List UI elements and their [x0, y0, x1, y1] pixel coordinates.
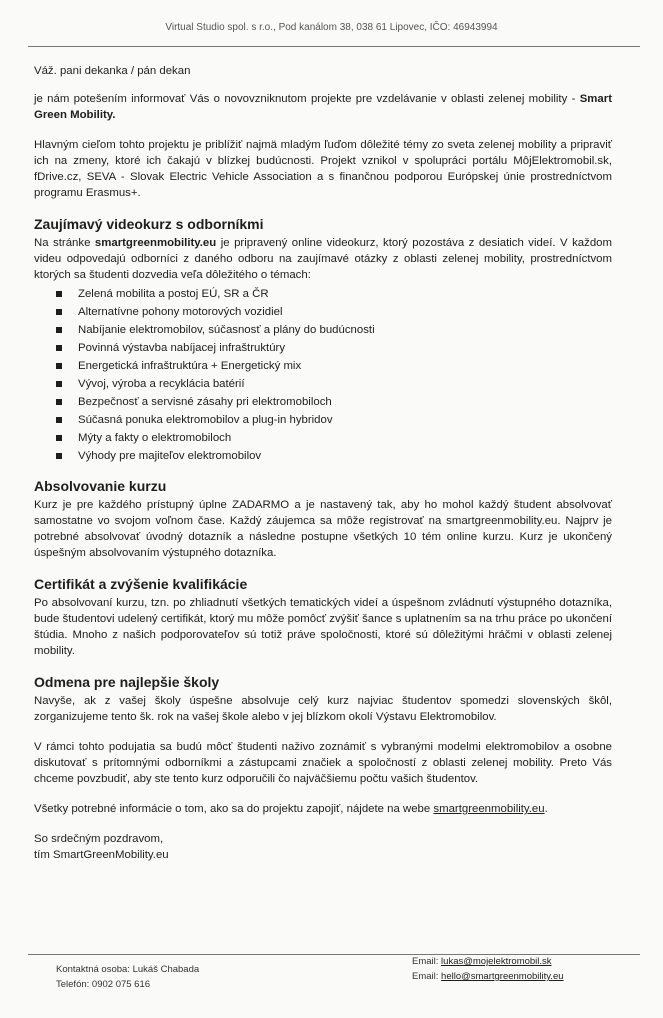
intro-paragraph	[34, 91, 612, 123]
salutation: Váž. pani dekanka / pán dekan	[34, 65, 191, 77]
bullet-icon	[56, 309, 62, 315]
videocourse-paragraph	[34, 235, 612, 283]
topic-label: Zelená mobilita a postoj EÚ, SR a ČR	[78, 288, 269, 300]
list-item	[34, 393, 612, 411]
topics-list	[34, 285, 612, 465]
contact-name: Lukáš Chabada	[132, 964, 200, 975]
goal-paragraph: Hlavným cieľom tohto projektu je priblížiť najmä mladým ľuďom dôležité témy zo sveta zelenej mobility a pripraviť ich na zmeny, ktoré ich čakajú v blízkej budúcnosti. Projekt vznikol v spolupráci portálu MôjElektromobil.sk, fDrive.cz, SEVA - Slovak Electric Vehicle Association a s finančnou podporou Európskej únie prostredníctvom programu Erasmus+.	[34, 139, 612, 199]
list-item	[34, 375, 612, 393]
list-item	[34, 321, 612, 339]
email-line-2	[412, 969, 564, 984]
bullet-icon	[56, 453, 62, 459]
project-name: Smart Green Mobility.	[34, 93, 612, 121]
contact-line	[56, 962, 199, 977]
completion-paragraph: Kurz je pre každého prístupný úplne ZADARMO a je nastavený tak, aby ho mohol každý študent absolvovať samostatne vo svojom voľnom čase. Každý záujemca sa môže registrovať na smartgreenmobility.eu. Najprv je potrebné absolvovať úvodný dotazník a následne postupne všetkých 10 tém online kurzu. Kurz je ukončený úspešným absolvovaním výstupného dotazníka.	[34, 499, 612, 559]
email-link-2[interactable]: hello@smartgreenmobility.eu	[441, 971, 564, 982]
topic-label: Energetická infraštruktúra + Energetický mix	[78, 360, 302, 372]
list-item	[34, 339, 612, 357]
bullet-icon	[56, 435, 62, 441]
list-item	[34, 447, 612, 465]
topic-label: Výhody pre majiteľov elektromobilov	[78, 450, 262, 462]
contact-label: Kontaktná osoba:	[56, 964, 130, 975]
topic-label: Mýty a fakty o elektromobiloch	[78, 432, 232, 444]
topic-label: Nabíjanie elektromobilov, súčasnosť a plány do budúcnosti	[78, 324, 375, 336]
bullet-icon	[56, 327, 62, 333]
list-item	[34, 285, 612, 303]
reward-text-after: .	[544, 803, 548, 815]
list-item	[34, 429, 612, 447]
list-item	[34, 357, 612, 375]
bullet-icon	[56, 291, 62, 297]
email-link-1[interactable]: lukas@mojelektromobil.sk	[441, 956, 552, 967]
closing	[34, 831, 612, 863]
certificate-paragraph: Po absolvovaní kurzu, tzn. po zhliadnutí všetkých tematických videí a úspešnom zvládnutí výstupného dotazníka, bude študentovi udelený certifikát, ktorý mu môže pomôcť zvýšiť šance s uplatnením sa na trhu práce po ukončení štúdia. Mnoho z našich podporovateľov sú totiž práve spoločnosti, ktoré sú dôležitými hráčmi v oblasti zelenej mobility.	[34, 597, 612, 657]
footer-contact	[56, 962, 199, 992]
topic-label: Vývoj, výroba a recyklácia batérií	[78, 378, 245, 390]
bullet-icon	[56, 399, 62, 405]
videocourse-site: smartgreenmobility.eu	[94, 237, 217, 249]
intro-text: je nám potešením informovať Vás o novovzniknutom projekte pre vzdelávanie v oblasti zelenej mobility -	[34, 93, 580, 105]
videocourse-text-after: je pripravený online videokurz, ktorý pozostáva z desiatich videí. V každom videu odpovedajú odborníci z daného odboru na zaujímavé otázky z oblasti zelenej mobility, prostredníctvom ktorých sa študenti dozvedia veľa dôležitého o témach:	[34, 237, 612, 281]
closing-signature: tím SmartGreenMobility.eu	[34, 849, 169, 861]
website-link[interactable]: smartgreenmobility.eu	[433, 803, 545, 815]
topic-label: Súčasná ponuka elektromobilov a plug-in hybridov	[78, 414, 333, 426]
phone-number: 0902 075 616	[91, 979, 151, 990]
completion-heading: Absolvovanie kurzu	[34, 478, 167, 494]
topic-label: Alternatívne pohony motorových vozidiel	[78, 306, 283, 318]
email-label: Email:	[412, 971, 439, 982]
letter-body	[34, 63, 612, 863]
reward-paragraph-1: Navyše, ak z vašej školy úspešne absolvuje celý kurz najviac študentov spomedzi slovenských škôl, zorganizujeme tento šk. rok na vašej škole alebo v jej blízkom okolí Výstavu Elektromobilov.	[34, 695, 612, 723]
phone-line	[56, 977, 199, 992]
videocourse-text-before: Na stránke	[34, 237, 95, 249]
list-item	[34, 411, 612, 429]
email-line-1	[412, 954, 564, 969]
reward-paragraph-3	[34, 801, 612, 817]
videocourse-heading: Zaujímavý videokurz s odborníkmi	[34, 216, 264, 232]
topic-label: Bezpečnosť a servisné zásahy pri elektromobiloch	[78, 396, 332, 408]
footer-emails	[412, 954, 564, 984]
certificate-heading: Certifikát a zvýšenie kvalifikácie	[34, 576, 248, 592]
company-header: Virtual Studio spol. s r.o., Pod kanálom 38, 038 61 Lipovec, IČO: 46943994	[165, 22, 498, 33]
bullet-icon	[56, 417, 62, 423]
bullet-icon	[56, 345, 62, 351]
email-label: Email:	[412, 956, 439, 967]
topic-label: Povinná výstavba nabíjacej infraštruktúry	[78, 342, 286, 354]
phone-label: Telefón:	[56, 979, 90, 990]
closing-greeting: So srdečným pozdravom,	[34, 833, 164, 845]
reward-text-before: Všetky potrebné informácie o tom, ako sa do projektu zapojiť, nájdete na webe	[34, 803, 434, 815]
list-item	[34, 303, 612, 321]
bullet-icon	[56, 363, 62, 369]
bullet-icon	[56, 381, 62, 387]
reward-paragraph-2: V rámci tohto podujatia sa budú môcť študenti naživo zoznámiť s vybranými modelmi elektromobilov a osobne diskutovať s prítomnými odborníkmi a zástupcami značiek a spoločností z oblasti zelenej mobility. Preto Vás chceme povzbudiť, aby ste tento kurz odporučili čo najväčšiemu počtu vašich študentov.	[34, 741, 612, 785]
reward-heading: Odmena pre najlepšie školy	[34, 674, 220, 690]
header-divider	[28, 46, 640, 47]
